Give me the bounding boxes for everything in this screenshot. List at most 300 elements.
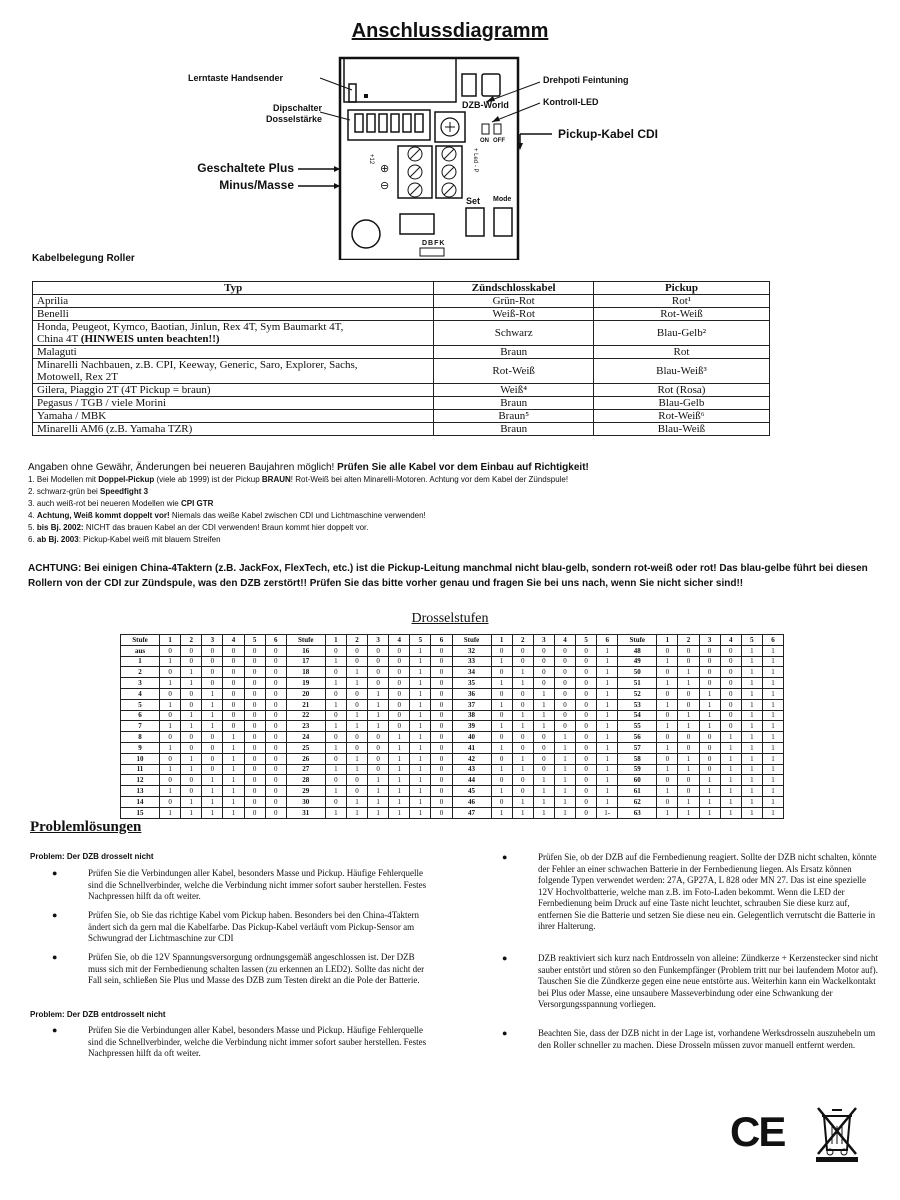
- drossel-bit-cell: 0: [491, 796, 512, 807]
- drossel-bit-cell: 1: [597, 699, 618, 710]
- drossel-bit-cell: 0: [244, 775, 265, 786]
- drossel-bit-cell: 0: [223, 667, 244, 678]
- table-row: [33, 321, 770, 346]
- drossel-bit-cell: 0: [223, 688, 244, 699]
- problem-heading-2: Problem: Der DZB entdrosselt nicht: [30, 1010, 166, 1019]
- drossel-bit-cell: 0: [244, 786, 265, 797]
- drossel-bit-cell: 1: [741, 786, 762, 797]
- cell-typ: Malaguti: [33, 346, 434, 359]
- drossel-bit-cell: 1: [223, 742, 244, 753]
- drossel-bit-cell: 0: [554, 656, 575, 667]
- drossel-bit-cell: 1: [491, 742, 512, 753]
- drossel-bit-cell: 1: [678, 667, 699, 678]
- drossel-bit-cell: 2: [678, 635, 699, 646]
- drossel-bit-cell: 0: [554, 699, 575, 710]
- drossel-bit-cell: 5: [741, 635, 762, 646]
- drossel-bit-cell: 1: [720, 786, 741, 797]
- cable-table: [32, 281, 770, 436]
- table-row: [33, 359, 770, 384]
- drossel-bit-cell: 0: [512, 742, 533, 753]
- drossel-bit-cell: 0: [657, 775, 678, 786]
- drossel-bit-cell: 1: [554, 786, 575, 797]
- drossel-stufe-cell: 24: [286, 732, 325, 743]
- drossel-bit-cell: 0: [265, 721, 286, 732]
- drossel-bit-cell: 0: [431, 656, 452, 667]
- drossel-bit-cell: 0: [576, 732, 597, 743]
- drossel-bit-cell: 1: [181, 710, 202, 721]
- drossel-bit-cell: 1: [491, 678, 512, 689]
- problem-heading-1: Problem: Der DZB drosselt nicht: [30, 852, 154, 861]
- drossel-bit-cell: 1: [368, 775, 389, 786]
- cell-typ: Pegasus / TGB / viele Morini: [33, 397, 434, 410]
- drossel-bit-cell: 0: [512, 775, 533, 786]
- drossel-stufe-cell: 6: [121, 710, 160, 721]
- drossel-bit-cell: 0: [657, 688, 678, 699]
- drossel-stufe-cell: 31: [286, 807, 325, 818]
- drossel-bit-cell: 1: [699, 710, 720, 721]
- drossel-bit-cell: 1: [657, 786, 678, 797]
- cell-typ: Yamaha / MBK: [33, 410, 434, 423]
- drossel-bit-cell: 1: [202, 699, 223, 710]
- cell-typ-hint: (HINWEIS unten beachten!!): [80, 333, 220, 345]
- cell-typ: Benelli: [33, 308, 434, 321]
- drossel-bit-cell: 1: [741, 699, 762, 710]
- drossel-bit-cell: 0: [325, 753, 346, 764]
- drossel-bit-cell: 0: [431, 775, 452, 786]
- drossel-bit-cell: 0: [244, 656, 265, 667]
- drossel-bit-cell: 1: [368, 786, 389, 797]
- note-3: [28, 498, 888, 510]
- drossel-bit-cell: 0: [325, 796, 346, 807]
- drossel-bit-cell: 0: [244, 667, 265, 678]
- note-3b: CPI GTR: [180, 499, 214, 508]
- problem-item: [502, 953, 882, 1011]
- cell-typ: Gilera, Piaggio 2T (4T Pickup = braun): [33, 384, 434, 397]
- drossel-bit-cell: 1: [554, 742, 575, 753]
- drossel-bit-cell: 0: [678, 732, 699, 743]
- drossel-bit-cell: 1: [597, 710, 618, 721]
- drossel-bit-cell: 1: [741, 688, 762, 699]
- drossel-bit-cell: 0: [389, 699, 410, 710]
- drossel-bit-cell: 0: [181, 775, 202, 786]
- drossel-bit-cell: 1: [389, 796, 410, 807]
- note-intro-bold: Prüfen Sie alle Kabel vor dem Einbau auf Richtigkeit!: [337, 462, 589, 473]
- drossel-bit-cell: 1: [491, 635, 512, 646]
- cell-pu: Rot: [593, 346, 769, 359]
- drossel-stufe-cell: 38: [452, 710, 491, 721]
- drossel-bit-cell: 1: [223, 796, 244, 807]
- drossel-bit-cell: 0: [720, 699, 741, 710]
- drossel-bit-cell: 1: [597, 732, 618, 743]
- drossel-bit-cell: 0: [576, 667, 597, 678]
- drossel-bit-cell: 1: [160, 742, 181, 753]
- footnotes: [28, 461, 888, 546]
- drossel-bit-cell: 1: [223, 764, 244, 775]
- drossel-stufe-cell: 59: [618, 764, 657, 775]
- drossel-bit-cell: 0: [491, 667, 512, 678]
- drossel-bit-cell: 0: [576, 807, 597, 818]
- drossel-bit-cell: 0: [576, 764, 597, 775]
- drossel-bit-cell: 1: [741, 742, 762, 753]
- drossel-stufe-cell: 22: [286, 710, 325, 721]
- drossel-bit-cell: 3: [699, 635, 720, 646]
- drossel-bit-cell: 0: [265, 699, 286, 710]
- drossel-bit-cell: 1: [512, 753, 533, 764]
- drossel-bit-cell: 0: [265, 732, 286, 743]
- drossel-bit-cell: 0: [533, 742, 554, 753]
- drossel-bit-cell: 0: [202, 732, 223, 743]
- drossel-bit-cell: 0: [431, 796, 452, 807]
- drossel-bit-cell: 0: [346, 732, 367, 743]
- drossel-bit-cell: 1: [181, 678, 202, 689]
- drossel-bit-cell: 6: [597, 635, 618, 646]
- drossel-bit-cell: 0: [699, 645, 720, 656]
- drossel-bit-cell: 0: [678, 699, 699, 710]
- drossel-stufe-cell: 30: [286, 796, 325, 807]
- drossel-bit-cell: 0: [346, 699, 367, 710]
- drossel-bit-cell: 0: [657, 796, 678, 807]
- drossel-stufe-cell: 61: [618, 786, 657, 797]
- problem-item: [52, 1025, 430, 1060]
- drossel-bit-cell: 0: [389, 667, 410, 678]
- cell-typ: Aprilia: [33, 295, 434, 308]
- drossel-bit-cell: 1: [325, 656, 346, 667]
- cell-zs: Braun⁵: [434, 410, 594, 423]
- drossel-bit-cell: 1: [512, 667, 533, 678]
- cable-heading: Kabelbelegung Roller: [32, 253, 135, 264]
- note-5c: NICHT das brauen Kabel an der CDI verwenden! Braun kommt hier doppelt vor.: [83, 523, 369, 532]
- minus-terminal-icon: ⊖: [380, 180, 390, 192]
- drossel-stufe-cell: 40: [452, 732, 491, 743]
- table-row: [33, 346, 770, 359]
- cell-typ: [33, 321, 434, 346]
- note-intro-text: Angaben ohne Gewähr, Änderungen bei neueren Baujahren möglich!: [28, 462, 338, 473]
- drossel-bit-cell: 1: [678, 721, 699, 732]
- led-on-label: ON: [480, 138, 489, 144]
- drossel-bit-cell: 0: [576, 656, 597, 667]
- drossel-bit-cell: 1: [741, 667, 762, 678]
- drossel-bit-cell: 1: [597, 678, 618, 689]
- drossel-bit-cell: 0: [554, 645, 575, 656]
- drossel-bit-cell: 1: [762, 656, 783, 667]
- drossel-bit-cell: 0: [368, 645, 389, 656]
- drossel-stufe-cell: 56: [618, 732, 657, 743]
- problem-text: Prüfen Sie die Verbindungen aller Kabel, besonders Masse und Pickup. Häufige Fehlerquelle sind die Schnellverbinder, welche die Verbindung nicht immer sofort sauber herstellen. Festes Nachpressen hilft da oft weiter.: [88, 1025, 427, 1058]
- note-6: [28, 534, 888, 546]
- drossel-bit-cell: 0: [491, 688, 512, 699]
- drossel-bit-cell: 0: [491, 775, 512, 786]
- drossel-bit-cell: 0: [533, 667, 554, 678]
- drossel-bit-cell: 1: [657, 678, 678, 689]
- drossel-bit-cell: 0: [368, 678, 389, 689]
- drossel-bit-cell: 1: [678, 710, 699, 721]
- drossel-bit-cell: 0: [699, 732, 720, 743]
- drossel-bit-cell: 1: [762, 753, 783, 764]
- drossel-bit-cell: 5: [410, 635, 431, 646]
- drossel-bit-cell: 0: [576, 742, 597, 753]
- drossel-bit-cell: 0: [720, 688, 741, 699]
- drossel-bit-cell: 1: [202, 775, 223, 786]
- drossel-bit-cell: 1: [410, 742, 431, 753]
- drossel-bit-cell: 1: [657, 656, 678, 667]
- drossel-bit-cell: 1: [554, 796, 575, 807]
- drossel-bit-cell: 1: [223, 786, 244, 797]
- drossel-bit-cell: 1: [597, 786, 618, 797]
- drossel-bit-cell: 0: [657, 753, 678, 764]
- drossel-bit-cell: 0: [657, 667, 678, 678]
- drossel-bit-cell: 0: [265, 678, 286, 689]
- drossel-row: [121, 807, 784, 818]
- drossel-bit-cell: 0: [346, 645, 367, 656]
- note-3a: 3. auch weiß-rot bei neueren Modellen wie: [28, 499, 181, 508]
- drossel-bit-cell: 1: [346, 796, 367, 807]
- drossel-bit-cell: 0: [325, 710, 346, 721]
- drossel-bit-cell: 1: [741, 775, 762, 786]
- drossel-bit-cell: 3: [202, 635, 223, 646]
- circuit-board-drawing: [0, 50, 900, 260]
- drossel-stufe-cell: 62: [618, 796, 657, 807]
- drossel-bit-cell: 1: [533, 786, 554, 797]
- drossel-bit-cell: 1: [410, 645, 431, 656]
- drossel-bit-cell: 0: [657, 710, 678, 721]
- drossel-bit-cell: 1: [346, 753, 367, 764]
- drossel-bit-cell: 0: [265, 775, 286, 786]
- drossel-bit-cell: 0: [346, 688, 367, 699]
- drossel-bit-cell: 1: [741, 807, 762, 818]
- drossel-bit-cell: 0: [223, 721, 244, 732]
- drossel-bit-cell: 1: [346, 807, 367, 818]
- drossel-bit-cell: 1: [762, 796, 783, 807]
- drossel-bit-cell: 0: [389, 656, 410, 667]
- cell-typ-line1: Minarelli Nachbauen, z.B. CPI, Keeway, Generic, Saro, Explorer, Sachs,: [37, 359, 358, 371]
- label-minus-masse: Minus/Masse: [219, 178, 294, 192]
- drossel-bit-cell: 1: [389, 753, 410, 764]
- drossel-bit-cell: 0: [699, 764, 720, 775]
- note-2: [28, 486, 888, 498]
- note-5b: bis Bj. 2002:: [36, 523, 84, 532]
- problem-item: [52, 868, 430, 903]
- drossel-bit-cell: 0: [533, 753, 554, 764]
- drossel-bit-cell: 1: [741, 732, 762, 743]
- drossel-bit-cell: 1: [762, 699, 783, 710]
- problem-text: Beachten Sie, dass der DZB nicht in der Lage ist, vorhandene Werksdrosseln auszuhebeln um den Roller schneller zu machen. Diese Drosseln müssen zuvor manuell entfernt werden.: [538, 1028, 876, 1050]
- drossel-bit-cell: 0: [389, 710, 410, 721]
- note-1c: (viele ab 1999) ist der Pickup: [154, 475, 262, 484]
- label-dipschalter: Dipschalter: [272, 103, 322, 113]
- table-row: [33, 308, 770, 321]
- drossel-stufe-cell: 13: [121, 786, 160, 797]
- drossel-bit-cell: 1: [762, 742, 783, 753]
- drossel-bit-cell: 0: [431, 678, 452, 689]
- drossel-bit-cell: 1: [223, 807, 244, 818]
- bullet-icon: ●: [502, 953, 508, 963]
- plus-terminal-icon: ⊕: [380, 163, 390, 175]
- drossel-bit-cell: 1: [554, 764, 575, 775]
- drossel-bit-cell: 0: [512, 699, 533, 710]
- drossel-bit-cell: 1: [368, 796, 389, 807]
- drossel-bit-cell: 4: [554, 635, 575, 646]
- drossel-bit-cell: 1: [181, 753, 202, 764]
- drossel-bit-cell: 1: [410, 678, 431, 689]
- drossel-bit-cell: 1: [533, 721, 554, 732]
- drossel-bit-cell: 1: [346, 678, 367, 689]
- drossel-bit-cell: 1-: [597, 807, 618, 818]
- drossel-stufe-cell: 33: [452, 656, 491, 667]
- drossel-stufe-cell: 8: [121, 732, 160, 743]
- drossel-bit-cell: 0: [181, 645, 202, 656]
- drossel-bit-cell: 1: [512, 710, 533, 721]
- drossel-bit-cell: 0: [512, 645, 533, 656]
- drossel-bit-cell: 0: [223, 656, 244, 667]
- drossel-bit-cell: 0: [244, 753, 265, 764]
- label-dosselstaerke: Dosselstärke: [265, 114, 322, 124]
- note-5: [28, 522, 888, 534]
- drossel-bit-cell: 0: [720, 656, 741, 667]
- drossel-bit-cell: 1: [512, 807, 533, 818]
- drossel-bit-cell: 0: [265, 656, 286, 667]
- bullet-icon: ●: [52, 952, 58, 962]
- drossel-bit-cell: 1: [597, 796, 618, 807]
- drossel-bit-cell: 1: [597, 775, 618, 786]
- board-name: DZB-World: [462, 100, 509, 110]
- drossel-bit-cell: 0: [554, 710, 575, 721]
- drossel-row: [121, 764, 784, 775]
- drossel-bit-cell: 0: [576, 645, 597, 656]
- drossel-bit-cell: 1: [491, 807, 512, 818]
- drossel-bit-cell: 0: [346, 656, 367, 667]
- table-row: [33, 423, 770, 436]
- drossel-stufe-cell: 19: [286, 678, 325, 689]
- drossel-bit-cell: 1: [410, 786, 431, 797]
- note-4c: Niemals das weiße Kabel zwischen CDI und Lichtmaschine verwenden!: [169, 511, 426, 520]
- drossel-bit-cell: 0: [244, 742, 265, 753]
- drossel-bit-cell: 1: [657, 764, 678, 775]
- drossel-bit-cell: 6: [265, 635, 286, 646]
- drossel-bit-cell: 0: [160, 667, 181, 678]
- drossel-row: [121, 688, 784, 699]
- drossel-bit-cell: 1: [325, 699, 346, 710]
- drossel-bit-cell: 0: [202, 645, 223, 656]
- drossel-stufe-cell: 51: [618, 678, 657, 689]
- drossel-stufe-cell: 63: [618, 807, 657, 818]
- drossel-bit-cell: 0: [244, 796, 265, 807]
- drossel-bit-cell: 0: [576, 796, 597, 807]
- drossel-bit-cell: 0: [554, 721, 575, 732]
- drossel-bit-cell: 0: [576, 786, 597, 797]
- drossel-bit-cell: 0: [265, 742, 286, 753]
- drossel-bit-cell: 0: [244, 710, 265, 721]
- drossel-bit-cell: 0: [512, 656, 533, 667]
- cell-pu: Blau-Gelb²: [593, 321, 769, 346]
- drossel-bit-cell: 1: [720, 807, 741, 818]
- header-typ: Typ: [33, 282, 434, 295]
- drossel-row: [121, 732, 784, 743]
- problem-item: [502, 852, 882, 933]
- drossel-bit-cell: 0: [265, 796, 286, 807]
- drossel-bit-cell: 3: [533, 635, 554, 646]
- drossel-bit-cell: 1: [720, 732, 741, 743]
- drossel-bit-cell: 4: [720, 635, 741, 646]
- drossel-bit-cell: 1: [202, 796, 223, 807]
- cell-pu: Blau-Weiß: [593, 423, 769, 436]
- drossel-bit-cell: 0: [389, 688, 410, 699]
- drossel-bit-cell: 1: [720, 742, 741, 753]
- drossel-bit-cell: 0: [431, 667, 452, 678]
- drossel-bit-cell: 1: [512, 796, 533, 807]
- drossel-bit-cell: 4: [389, 635, 410, 646]
- drossel-bit-cell: 1: [160, 699, 181, 710]
- table-header-row: [33, 282, 770, 295]
- led-off-label: OFF: [493, 138, 505, 144]
- drossel-bit-cell: 1: [346, 721, 367, 732]
- drossel-bit-cell: 1: [657, 635, 678, 646]
- drossel-row: [121, 742, 784, 753]
- drossel-bit-cell: 1: [699, 786, 720, 797]
- drossel-bit-cell: 0: [678, 645, 699, 656]
- drossel-bit-cell: 0: [202, 753, 223, 764]
- drossel-bit-cell: 1: [699, 807, 720, 818]
- drossel-stufe-cell: 57: [618, 742, 657, 753]
- drossel-stufe-cell: 42: [452, 753, 491, 764]
- drossel-bit-cell: 1: [699, 699, 720, 710]
- drossel-bit-cell: 1: [597, 742, 618, 753]
- drossel-bit-cell: 1: [181, 667, 202, 678]
- drossel-stufe-cell: 58: [618, 753, 657, 764]
- drossel-bit-cell: 0: [431, 645, 452, 656]
- drossel-stufe-cell: 4: [121, 688, 160, 699]
- drossel-bit-cell: 0: [265, 667, 286, 678]
- drossel-bit-cell: 0: [699, 656, 720, 667]
- terminal-right-label: + Led - P: [472, 148, 478, 173]
- drossel-bit-cell: 1: [533, 775, 554, 786]
- drossel-bit-cell: 0: [181, 732, 202, 743]
- drossel-bit-cell: 1: [389, 786, 410, 797]
- drossel-bit-cell: 0: [325, 775, 346, 786]
- drossel-stufe-cell: 25: [286, 742, 325, 753]
- drossel-bit-cell: 4: [223, 635, 244, 646]
- drossel-bit-cell: 1: [410, 796, 431, 807]
- drossel-bit-cell: 1: [762, 764, 783, 775]
- problem-text: Prüfen Sie, ob die 12V Spannungsversorgung ordnungsgemäß angeschlossen ist. Der DZB muss sich mit der Fernbedienung schalten lassen (zu erkennen an LED2). Sollte das nicht der Fall sein, schließen Sie Plus und Masse des DZB zum Testen direkt an die Pole der Batterie.: [88, 952, 425, 985]
- drossel-bit-cell: 1: [741, 721, 762, 732]
- drossel-bit-cell: 1: [512, 721, 533, 732]
- drossel-bit-cell: 1: [533, 807, 554, 818]
- drossel-bit-cell: 0: [346, 786, 367, 797]
- drossel-stufe-cell: 32: [452, 645, 491, 656]
- drossel-stufe-cell: 18: [286, 667, 325, 678]
- drossel-bit-cell: 1: [160, 764, 181, 775]
- drossel-bit-cell: 0: [720, 710, 741, 721]
- drossel-bit-cell: 1: [410, 775, 431, 786]
- note-6c: : Pickup-Kabel weiß mit blauem Streifen: [78, 535, 221, 544]
- drossel-bit-cell: 0: [431, 732, 452, 743]
- drossel-bit-cell: 0: [720, 645, 741, 656]
- drossel-bit-cell: 0: [491, 753, 512, 764]
- problem-text: Prüfen Sie die Verbindungen aller Kabel, besonders Masse und Pickup. Häufige Fehlerquelle sind die Schnellverbinder, welche die Verbindung nicht immer sofort sauber herstellen. Festes Nachpressen hilft da oft weiter.: [88, 868, 427, 901]
- note-5a: 5.: [28, 523, 37, 532]
- drossel-stufe-cell: 34: [452, 667, 491, 678]
- drossel-bit-cell: 0: [678, 656, 699, 667]
- problem-item: [52, 952, 430, 987]
- cell-zs: Grün-Rot: [434, 295, 594, 308]
- drossel-bit-cell: 0: [491, 645, 512, 656]
- drossel-bit-cell: 1: [512, 678, 533, 689]
- drossel-bit-cell: 0: [160, 688, 181, 699]
- drossel-bit-cell: 0: [699, 753, 720, 764]
- drossel-bit-cell: 0: [576, 688, 597, 699]
- set-button-label: Set: [466, 196, 481, 206]
- label-drehpoti: Drehpoti Feintuning: [543, 75, 629, 85]
